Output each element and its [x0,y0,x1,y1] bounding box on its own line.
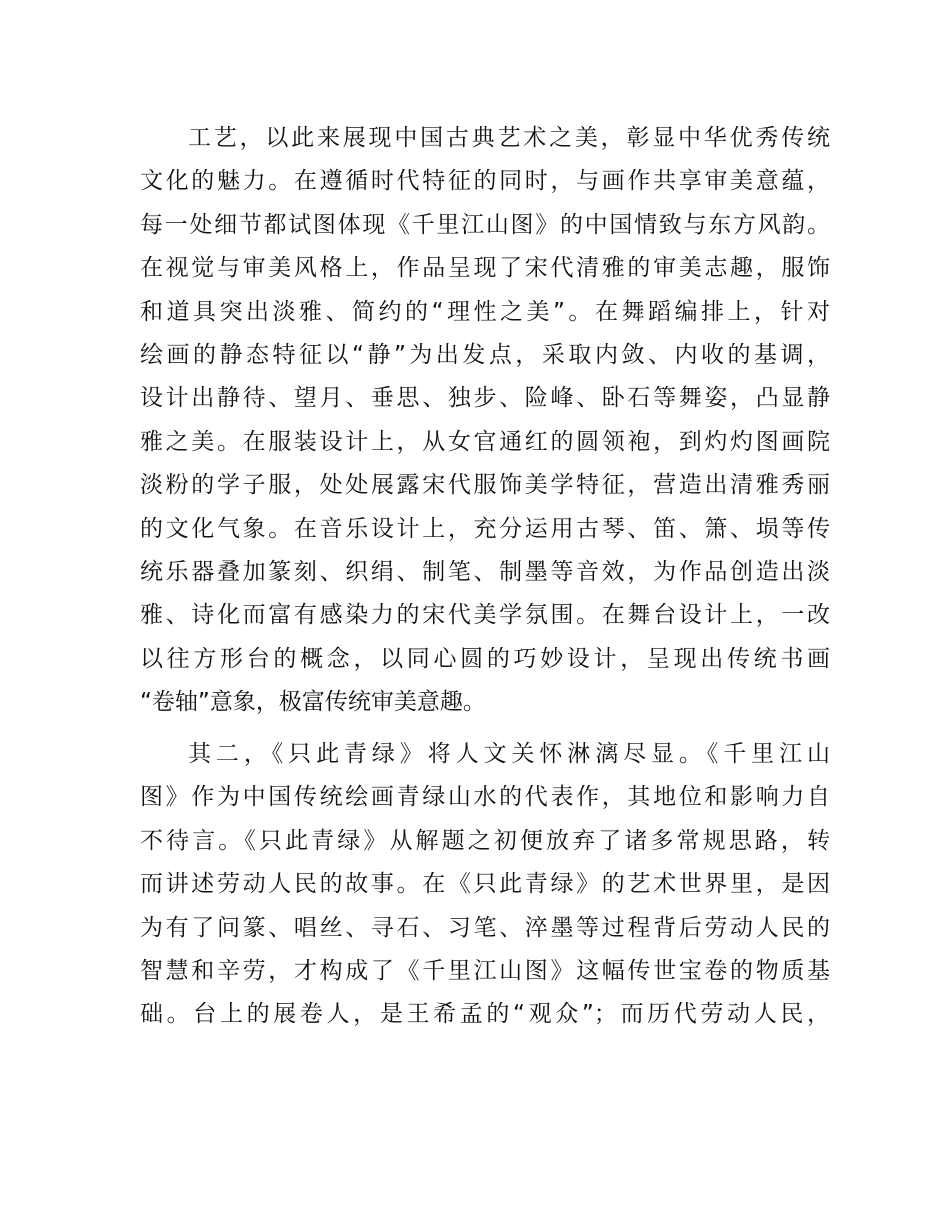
text-line: 图》作为中国传统绘画青绿山水的代表作，其地位和影响力自 [140,784,830,811]
text-line: 和道具突出淡雅、简约的“理性之美”。在舞蹈编排上，针对 [140,298,830,325]
text-line: 而讲述劳动人民的故事。在《只此青绿》的艺术世界里，是因 [140,871,830,898]
paragraph-2 [140,733,830,1037]
paragraph-1 [140,117,830,724]
text-line: 不待言。《只此青绿》从解题之初便放弃了诸多常规思路，转 [140,827,830,854]
text-line: 雅、诗化而富有感染力的宋代美学氛围。在舞台设计上，一改 [140,602,830,629]
text-line: 为有了问篆、唱丝、寻石、习笔、淬墨等过程背后劳动人民的 [140,914,830,941]
text-line: 统乐器叠加篆刻、织绢、制笔、制墨等音效，为作品创造出淡 [140,558,830,585]
text-line: 设计出静待、望月、垂思、独步、险峰、卧石等舞姿，凸显静 [140,385,830,412]
text-line: 工艺，以此来展现中国古典艺术之美，彰显中华优秀传统 [188,125,830,151]
text-line: 其二，《只此青绿》将人文关怀淋漓尽显。《千里江山 [188,741,830,767]
text-line: “卷轴”意象，极富传统审美意趣。 [140,689,486,716]
text-line: 绘画的静态特征以“静”为出发点，采取内敛、内收的基调， [140,341,830,368]
text-line: 文化的魅力。在遵循时代特征的同时，与画作共享审美意蕴， [140,168,830,195]
text-line: 雅之美。在服装设计上，从女官通红的圆领袍，到灼灼图画院 [140,428,830,455]
text-line: 每一处细节都试图体现《千里江山图》的中国情致与东方风韵。 [140,211,830,238]
text-line: 的文化气象。在音乐设计上，充分运用古琴、笛、箫、埙等传 [140,515,830,542]
text-line: 以往方形台的概念，以同心圆的巧妙设计，呈现出传统书画 [140,645,830,672]
text-line: 在视觉与审美风格上，作品呈现了宋代清雅的审美志趣，服饰 [140,255,830,282]
text-line: 础。台上的展卷人，是王希孟的“观众”；而历代劳动人民， [140,1001,830,1028]
text-line: 淡粉的学子服，处处展露宋代服饰美学特征，营造出清雅秀丽 [140,472,830,499]
text-line: 智慧和辛劳，才构成了《千里江山图》这幅传世宝卷的物质基 [140,957,830,984]
